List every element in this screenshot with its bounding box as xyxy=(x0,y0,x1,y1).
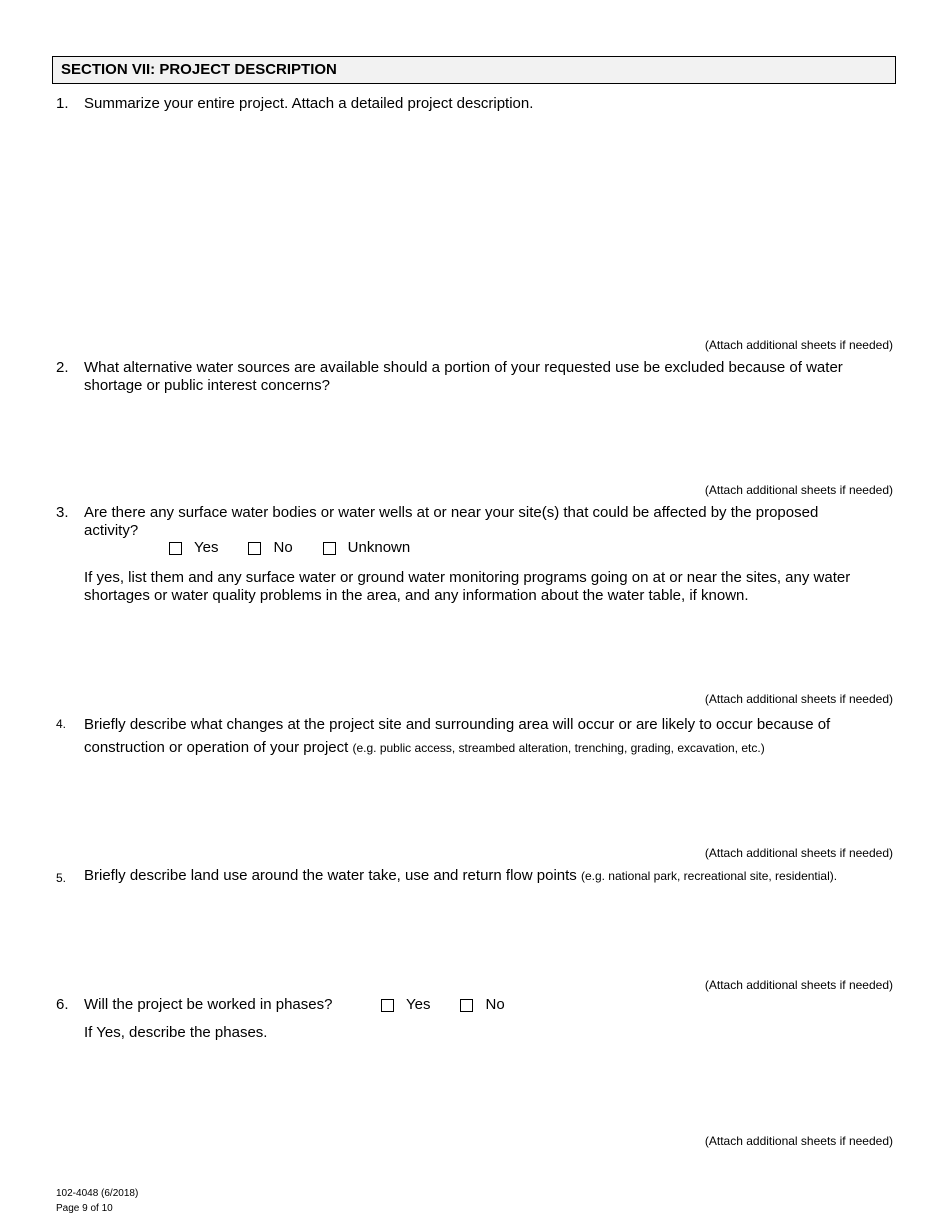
attach-note-3: (Attach additional sheets if needed) xyxy=(704,692,893,706)
question-3-options xyxy=(169,539,440,557)
question-6-number: 6. xyxy=(56,996,69,1013)
unknown-label: Unknown xyxy=(347,539,411,556)
phases-option-no[interactable] xyxy=(460,996,504,1014)
attach-note-2: (Attach additional sheets if needed) xyxy=(704,483,893,497)
no-checkbox[interactable] xyxy=(248,542,261,555)
phases-option-yes[interactable] xyxy=(381,996,430,1014)
question-3-number: 3. xyxy=(56,504,69,521)
question-5-text xyxy=(84,867,904,885)
phases-yes-label: Yes xyxy=(406,996,431,1013)
phases-yes-checkbox[interactable] xyxy=(381,999,394,1012)
question-6-options xyxy=(381,996,535,1014)
question-4-text xyxy=(84,713,874,760)
option-unknown[interactable] xyxy=(323,539,411,557)
attach-note-4: (Attach additional sheets if needed) xyxy=(704,846,893,860)
question-3-text: Are there any surface water bodies or water wells at or near your site(s) that could be affected by the proposed activity? xyxy=(84,504,819,539)
question-1-number: 1. xyxy=(56,95,69,112)
yes-checkbox[interactable] xyxy=(169,542,182,555)
unknown-checkbox[interactable] xyxy=(323,542,336,555)
question-6-text: Will the project be worked in phases? xyxy=(84,996,333,1013)
form-id: 102-4048 (6/2018) xyxy=(56,1188,139,1199)
attach-note-5: (Attach additional sheets if needed) xyxy=(704,978,893,992)
phases-no-checkbox[interactable] xyxy=(460,999,473,1012)
attach-note-1: (Attach additional sheets if needed) xyxy=(704,338,893,352)
option-yes[interactable] xyxy=(169,539,218,557)
question-5-main: Briefly describe land use around the water take, use and return flow points xyxy=(84,867,581,884)
question-4-number: 4. xyxy=(56,717,67,731)
question-2-text: What alternative water sources are available should a portion of your requested use be excluded because of water shortage or public interest concerns? xyxy=(84,359,843,394)
attach-note-6: (Attach additional sheets if needed) xyxy=(704,1134,893,1148)
section-title: SECTION VII: PROJECT DESCRIPTION xyxy=(52,56,896,84)
question-6-followup: If Yes, describe the phases. xyxy=(84,1024,268,1041)
phases-no-label: No xyxy=(485,996,505,1013)
option-no[interactable] xyxy=(248,539,292,557)
question-2-number: 2. xyxy=(56,359,69,376)
question-5-number: 5. xyxy=(56,871,67,885)
question-3-followup: If yes, list them and any surface water or ground water monitoring programs going on at or near the sites, any water shortages or water quality problems in the area, and any information about the water table, if known. xyxy=(84,569,851,604)
no-label: No xyxy=(273,539,293,556)
question-4-example: (e.g. public access, streambed alteration, trenching, grading, excavation, etc.) xyxy=(352,741,765,755)
question-5-example: (e.g. national park, recreational site, residential). xyxy=(580,869,838,883)
yes-label: Yes xyxy=(194,539,219,556)
question-1-text: Summarize your entire project. Attach a detailed project description. xyxy=(84,95,534,112)
page-number: Page 9 of 10 xyxy=(56,1203,113,1214)
question-4-main: Briefly describe what changes at the project site and surrounding area will occur or are likely to occur because of construction or operation of your project xyxy=(84,716,831,756)
